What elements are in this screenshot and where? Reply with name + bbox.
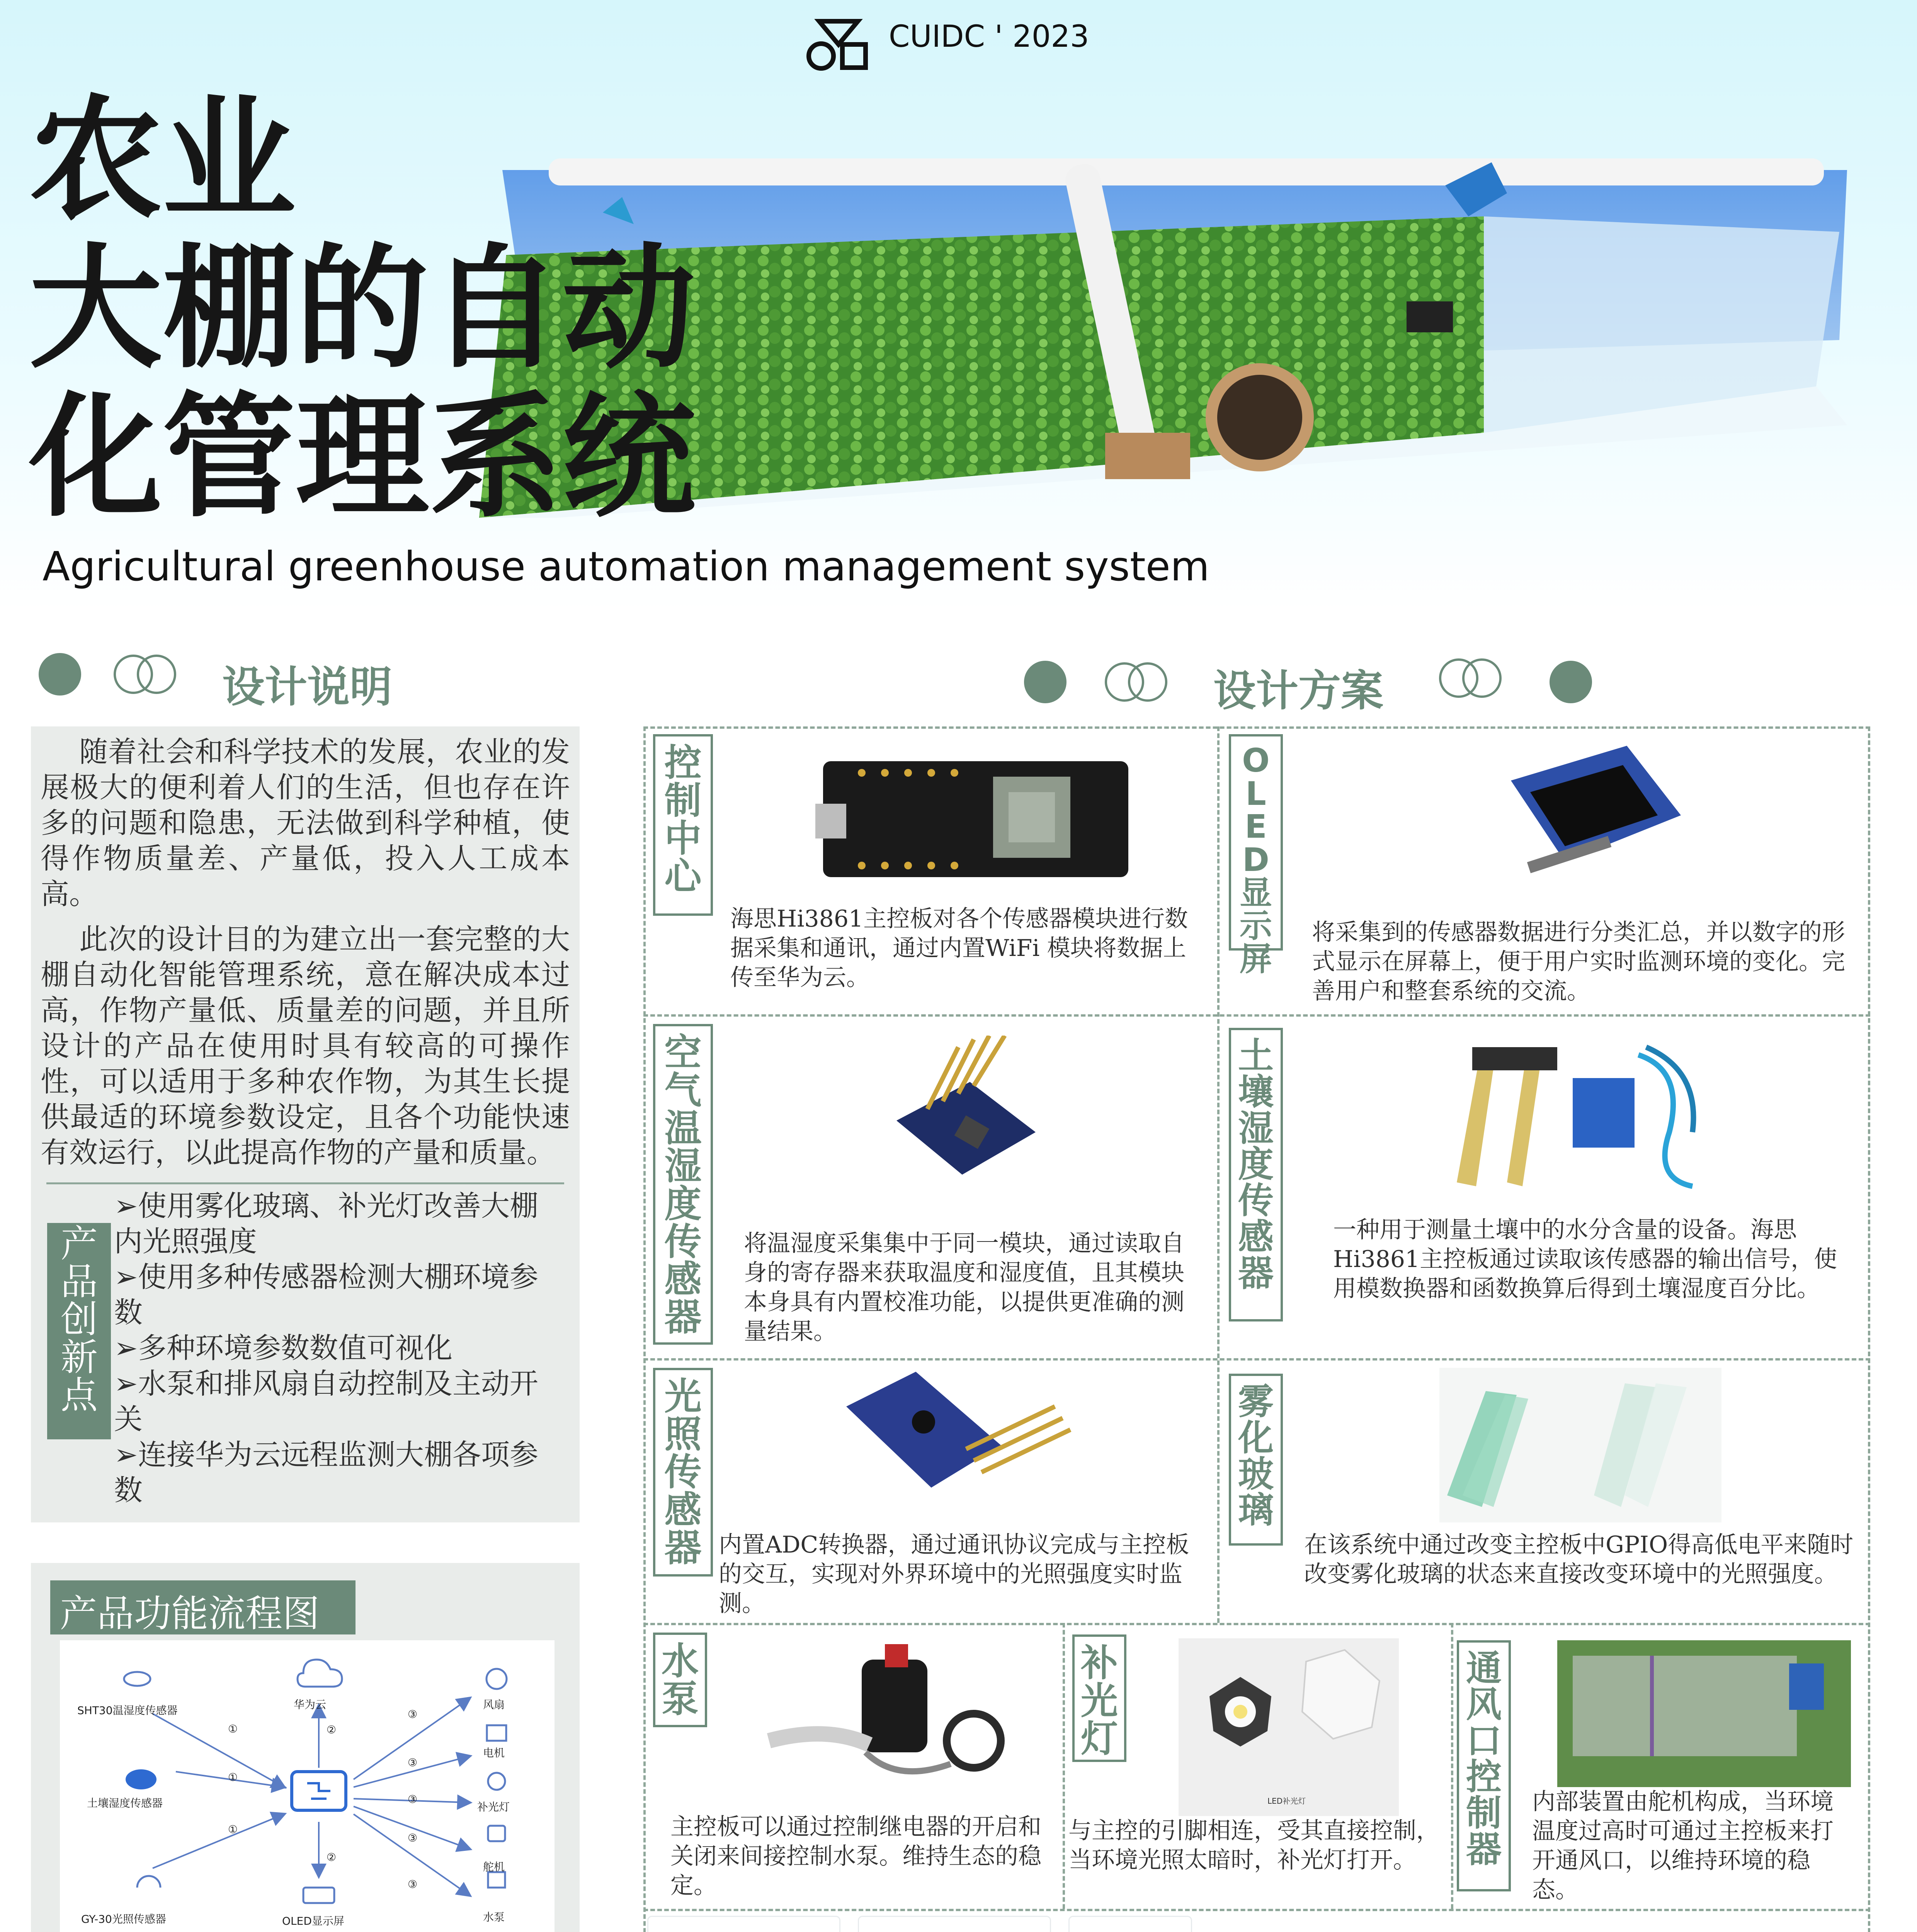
module-title-control-center: 控制中心 bbox=[653, 734, 713, 916]
flowchart-arrows bbox=[60, 1640, 555, 1932]
metric-card-temperature bbox=[647, 1916, 840, 1932]
grid-divider bbox=[643, 1909, 1870, 1911]
module-title-soil-sensor: 土壤湿度传感器 bbox=[1229, 1028, 1283, 1321]
divider bbox=[46, 1182, 564, 1184]
module-title-oled: OLED显示屏 bbox=[1229, 734, 1283, 951]
innovation-item: ➢使用多种传感器检测大棚环境参数 bbox=[114, 1260, 539, 1329]
pump-photo bbox=[757, 1644, 1020, 1799]
page-title bbox=[29, 81, 696, 535]
innovation-item: ➢使用雾化玻璃、补光灯改善大棚内光照强度 bbox=[114, 1189, 539, 1258]
flowchart-heading: 产品功能流程图 bbox=[60, 1592, 320, 1635]
innovation-item: ➢多种环境参数数值可视化 bbox=[114, 1332, 453, 1365]
soil-sensor-photo bbox=[1445, 1032, 1731, 1194]
step-number: ① bbox=[228, 1771, 238, 1784]
bullet-dot-icon bbox=[1550, 661, 1592, 703]
intro-paragraph-2: 此次的设计目的为建立出一套完整的大棚自动化智能管理系统，意在解决成本过高，作物产量低、质量差的问题，并且所设计的产品在使用时具有较高的可操作性，可以适用于多种农作物，为其生长提供最适的环境参数设定，且各个功能快速有效运行，以此提高作物的产量和质量。 bbox=[41, 923, 570, 1169]
step-number: ③ bbox=[408, 1793, 418, 1806]
grid-divider bbox=[643, 1623, 1870, 1625]
node-pump: 水泵 bbox=[483, 1911, 505, 1923]
module-desc-air-sensor: 将温湿度采集集中于同一模块，通过读取自身的寄存器来获取温度和湿度值，且其模块本身具有内置校准功能，以提供更准确的测量结果。 bbox=[744, 1230, 1184, 1345]
grid-divider bbox=[643, 1014, 1870, 1017]
module-title-light-sensor: 光照传感器 bbox=[653, 1368, 713, 1577]
module-title-vent-controller: 通风口控制器 bbox=[1457, 1640, 1511, 1891]
smart-glass-photo bbox=[1439, 1368, 1721, 1522]
node-sht30: SHT30温湿度传感器 bbox=[77, 1704, 178, 1717]
title-english: Agricultural greenhouse automation management system bbox=[43, 543, 1210, 590]
grid-divider bbox=[643, 1358, 1870, 1361]
oled-photo bbox=[1488, 738, 1689, 885]
step-number: ③ bbox=[408, 1756, 418, 1769]
air-sensor-photo bbox=[881, 1036, 1059, 1182]
grow-light-photo bbox=[1179, 1638, 1399, 1816]
module-desc-vent-controller: 内部装置由舵机构成，当环境温度过高时可通过主控板来打开通风口，以维持环境的稳态。 bbox=[1532, 1788, 1834, 1903]
innovation-item: ➢水泵和排风扇自动控制及主动开关 bbox=[114, 1367, 539, 1436]
innovation-label: 产品创新点 bbox=[61, 1222, 98, 1417]
module-desc-control-center: 海思Hi3861主控板对各个传感器模块进行数据采集和通讯，通过内置WiFi 模块将数据上传至华为云。 bbox=[730, 905, 1188, 991]
bullet-dot-icon bbox=[1024, 661, 1067, 703]
module-title-grow-light: 补光灯 bbox=[1072, 1634, 1126, 1762]
double-ring-icon bbox=[1103, 661, 1169, 703]
node-servo: 舵机 bbox=[483, 1861, 505, 1873]
double-ring-icon bbox=[112, 653, 178, 696]
module-title-pump: 水泵 bbox=[653, 1633, 707, 1727]
step-number: ① bbox=[228, 1723, 238, 1735]
module-desc-oled: 将采集到的传感器数据进行分类汇总，并以数字的形式显示在屏幕上，便于用户实时监测环境的变化。完善用户和整套系统的交流。 bbox=[1312, 919, 1845, 1005]
node-light: 补光灯 bbox=[477, 1801, 510, 1813]
light-sensor-photo bbox=[846, 1364, 1078, 1511]
module-desc-light-sensor: 内置ADC转换器，通过通讯协议完成与主控板的交互，实现对外界环境中的光照强度实时监测。 bbox=[719, 1531, 1189, 1617]
grid-divider bbox=[1217, 726, 1220, 1623]
node-soil: 土壤湿度传感器 bbox=[87, 1797, 163, 1810]
innovation-list bbox=[114, 1188, 558, 1508]
grid-divider bbox=[1451, 1623, 1453, 1909]
node-motor: 电机 bbox=[483, 1747, 505, 1759]
double-ring-icon bbox=[1437, 657, 1503, 699]
module-desc-grow-light: 与主控的引脚相连，受其直接控制，当环境光照太暗时，补光灯打开。 bbox=[1068, 1817, 1439, 1874]
title-line-3: 化管理系统 bbox=[29, 379, 696, 535]
section-title-design-intro: 设计说明 bbox=[222, 662, 392, 712]
node-cloud: 华为云 bbox=[294, 1698, 327, 1711]
node-fan: 风扇 bbox=[483, 1698, 505, 1711]
step-number: ② bbox=[327, 1851, 337, 1864]
module-desc-soil-sensor: 一种用于测量土壤中的水分含量的设备。海思Hi3861主控板通过读取该传感器的输出信号，使用模数换器和函数换算后得到土壤湿度百分比。 bbox=[1333, 1216, 1837, 1302]
title-line-2: 大棚的自动 bbox=[29, 230, 696, 386]
led-label: LED补光灯 bbox=[1267, 1796, 1306, 1806]
module-title-smart-glass: 雾化玻璃 bbox=[1229, 1374, 1283, 1546]
title-line-1: 农业 bbox=[29, 81, 296, 238]
step-number: ③ bbox=[408, 1832, 418, 1844]
node-gy30: GY-30光照传感器 bbox=[81, 1913, 166, 1925]
module-desc-smart-glass: 在该系统中通过改变主控板中GPIO得高低电平来随时改变雾化玻璃的状态来直接改变环境中的光照强度。 bbox=[1304, 1531, 1854, 1588]
metric-card-humidity bbox=[858, 1916, 1051, 1932]
section-title-design-plan: 设计方案 bbox=[1213, 666, 1383, 716]
step-number: ② bbox=[327, 1723, 337, 1736]
control-board-photo bbox=[815, 746, 1136, 893]
header-event-tag: CUIDC ' 2023 bbox=[889, 19, 1089, 54]
node-oled: OLED显示屏 bbox=[282, 1915, 344, 1927]
metric-card-luminance bbox=[1068, 1916, 1192, 1932]
grid-divider bbox=[1063, 1623, 1065, 1909]
step-number: ① bbox=[228, 1823, 238, 1836]
module-desc-pump: 主控板可以通过控制继电器的开启和关闭来间接控制水泵。维持生态的稳定。 bbox=[670, 1813, 1041, 1899]
intro-paragraph-1: 随着社会和科学技术的发展，农业的发展极大的便利着人们的生活，但也存在许多的问题和隐患，无法做到科学种植，使得作物质量差、产量低，投入人工成本高。 bbox=[41, 735, 570, 911]
step-number: ③ bbox=[408, 1708, 418, 1721]
module-title-air-sensor: 空气温湿度传感器 bbox=[653, 1024, 713, 1345]
cuidc-logo-icon bbox=[804, 17, 873, 71]
innovation-item: ➢连接华为云远程监测大棚各项参数 bbox=[114, 1438, 539, 1507]
bullet-dot-icon bbox=[39, 653, 81, 696]
step-number: ③ bbox=[408, 1878, 418, 1891]
vent-controller-photo bbox=[1557, 1640, 1851, 1787]
